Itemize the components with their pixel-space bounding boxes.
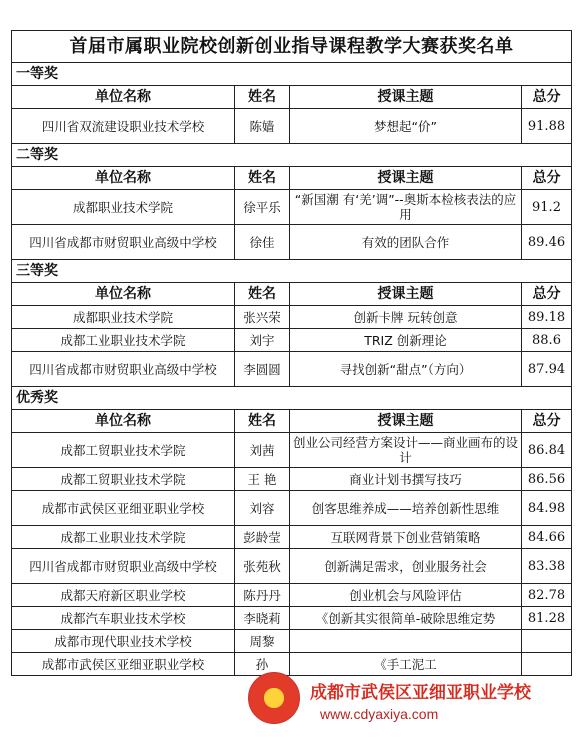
name-cell: 周黎 [235,630,290,653]
header-score: 总分 [522,410,572,433]
column-header-row [12,283,572,306]
name-cell: 刘茜 [235,433,290,468]
name-cell: 孙 [235,653,290,676]
topic-cell: “新国潮 有‘羌’调”--奥斯本检核表法的应用 [290,190,522,225]
unit-cell: 成都工业职业技术学院 [12,329,235,352]
table-row [12,468,572,491]
name-cell: 刘宇 [235,329,290,352]
header-unit: 单位名称 [12,283,235,306]
name-cell: 张兴荣 [235,306,290,329]
topic-cell: 互联网背景下创业营销策略 [290,526,522,549]
unit-cell: 成都汽车职业技术学校 [12,607,235,630]
unit-cell: 成都工业职业技术学院 [12,526,235,549]
name-cell: 张苑秋 [235,549,290,584]
score-cell: 83.38 [522,549,572,584]
unit-cell: 成都工贸职业技术学院 [12,433,235,468]
column-header-row [12,410,572,433]
column-header-row [12,86,572,109]
table-row [12,584,572,607]
topic-cell: 梦想起“价” [290,109,522,144]
topic-cell: 创新满足需求，创业服务社会 [290,549,522,584]
name-cell: 刘容 [235,491,290,526]
table-row [12,306,572,329]
header-topic: 授课主题 [290,283,522,306]
topic-cell: TRIZ 创新理论 [290,329,522,352]
topic-cell [290,630,522,653]
table-row [12,109,572,144]
topic-cell: 《手工泥工 [290,653,522,676]
header-unit: 单位名称 [12,167,235,190]
topic-cell: 《创新其实很简单-破除思维定势 [290,607,522,630]
score-cell: 91.88 [522,109,572,144]
topic-cell: 创业公司经营方案设计——商业画布的设计 [290,433,522,468]
header-score: 总分 [522,283,572,306]
topic-cell: 寻找创新“甜点”（方向） [290,352,522,387]
unit-cell: 成都天府新区职业学校 [12,584,235,607]
column-header-row [12,167,572,190]
header-name: 姓名 [235,86,290,109]
table-row [12,607,572,630]
topic-cell: 创新卡牌 玩转创意 [290,306,522,329]
section-row [12,260,572,283]
score-cell: 81.28 [522,607,572,630]
header-name: 姓名 [235,167,290,190]
unit-cell: 成都工贸职业技术学院 [12,468,235,491]
topic-cell: 商业计划书撰写技巧 [290,468,522,491]
award-list-sheet [11,30,571,676]
score-cell: 86.84 [522,433,572,468]
header-name: 姓名 [235,283,290,306]
header-score: 总分 [522,86,572,109]
score-cell: 82.78 [522,584,572,607]
unit-cell: 成都市现代职业技术学校 [12,630,235,653]
name-cell: 李晓莉 [235,607,290,630]
table-row [12,225,572,260]
name-cell: 李圆圆 [235,352,290,387]
unit-cell: 成都市武侯区亚细亚职业学校 [12,491,235,526]
unit-cell: 四川省双流建设职业技术学校 [12,109,235,144]
table-row [12,630,572,653]
score-cell: 88.6 [522,329,572,352]
unit-cell: 四川省成都市财贸职业高级中学校 [12,549,235,584]
table-row [12,491,572,526]
unit-cell: 成都职业技术学院 [12,190,235,225]
score-cell: 84.66 [522,526,572,549]
school-watermark [248,672,573,732]
score-cell: 87.94 [522,352,572,387]
watermark-school-name: 成都市武侯区亚细亚职业学校 [310,683,531,703]
header-score: 总分 [522,167,572,190]
section-label: 三等奖 [12,260,572,283]
section-row [12,387,572,410]
score-cell: 86.56 [522,468,572,491]
topic-cell: 创业机会与风险评估 [290,584,522,607]
score-cell: 91.2 [522,190,572,225]
name-cell: 彭龄莹 [235,526,290,549]
unit-cell: 成都职业技术学院 [12,306,235,329]
table-row [12,329,572,352]
section-row [12,144,572,167]
header-topic: 授课主题 [290,410,522,433]
table-row [12,433,572,468]
table-row [12,352,572,387]
name-cell: 徐平乐 [235,190,290,225]
award-table [11,30,572,676]
table-row [12,549,572,584]
header-unit: 单位名称 [12,86,235,109]
score-cell [522,630,572,653]
header-topic: 授课主题 [290,86,522,109]
name-cell: 王 艳 [235,468,290,491]
header-unit: 单位名称 [12,410,235,433]
page-title: 首届市属职业院校创新创业指导课程教学大赛获奖名单 [12,31,572,63]
header-name: 姓名 [235,410,290,433]
unit-cell: 成都市武侯区亚细亚职业学校 [12,653,235,676]
score-cell: 89.46 [522,225,572,260]
name-cell: 陈嫱 [235,109,290,144]
table-row [12,190,572,225]
topic-cell: 创客思维养成——培养创新性思维 [290,491,522,526]
topic-cell: 有效的团队合作 [290,225,522,260]
header-topic: 授课主题 [290,167,522,190]
name-cell: 陈丹丹 [235,584,290,607]
watermark-url: www.cdyaxiya.com [320,706,439,722]
section-row [12,63,572,86]
table-row [12,526,572,549]
section-label: 一等奖 [12,63,572,86]
score-cell: 84.98 [522,491,572,526]
score-cell: 89.18 [522,306,572,329]
unit-cell: 四川省成都市财贸职业高级中学校 [12,225,235,260]
school-logo-icon [248,672,300,724]
section-label: 二等奖 [12,144,572,167]
section-label: 优秀奖 [12,387,572,410]
unit-cell: 四川省成都市财贸职业高级中学校 [12,352,235,387]
name-cell: 徐佳 [235,225,290,260]
